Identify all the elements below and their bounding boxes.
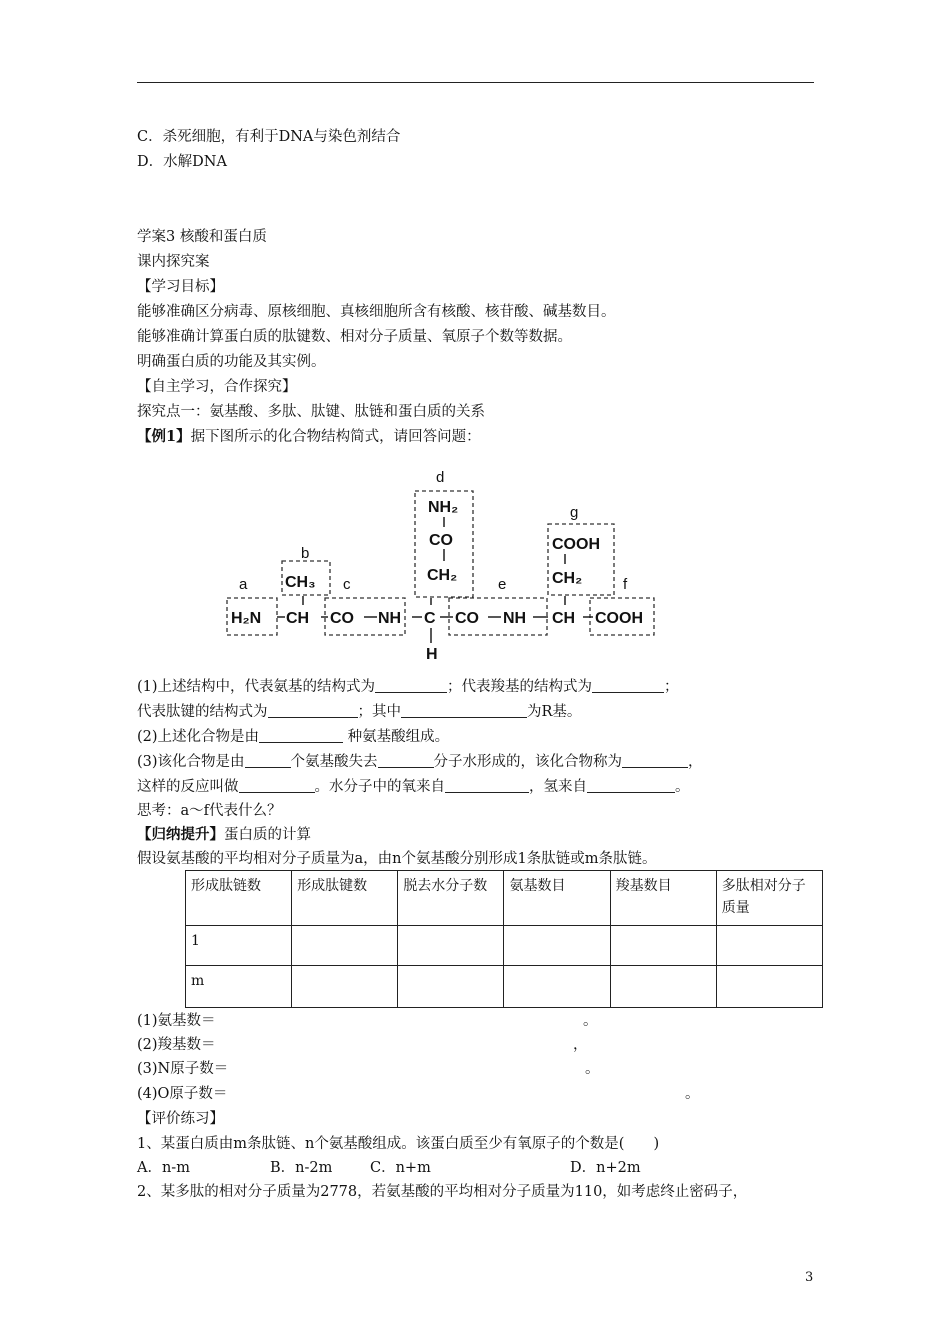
group-a-text: H₂N xyxy=(231,610,262,627)
practice-header: 【评价练习】 xyxy=(137,1111,224,1127)
q3-text-a: (3)该化合物是由 xyxy=(137,754,245,770)
summary-header-rest: 蛋白质的计算 xyxy=(224,827,311,843)
table-cell[interactable] xyxy=(398,966,504,1008)
answer-blank[interactable] xyxy=(268,703,358,718)
q3-text-h: 。 xyxy=(675,779,690,795)
think-question: 思考：a～f代表什么？ xyxy=(137,803,282,819)
goal-item: 能够准确计算蛋白质的肽键数、相对分子质量、氧原子个数等数据。 xyxy=(137,329,572,345)
table-cell: 1 xyxy=(186,926,292,966)
formula-amino-end: 。 xyxy=(583,1013,598,1029)
answer-blank[interactable] xyxy=(401,703,527,718)
option-c: C．杀死细胞，有利于DNA与染色剂结合 xyxy=(137,129,401,145)
example-text: 据下图所示的化合物结构简式，请回答问题： xyxy=(190,429,481,445)
table-header-cell: 形成肽链数 xyxy=(186,871,292,926)
example-label: 【例1】 xyxy=(137,428,191,445)
answer-blank[interactable] xyxy=(592,678,664,693)
section-title: 学案3 核酸和蛋白质 xyxy=(137,229,267,245)
q1-text-d: 代表肽键的结构式为 xyxy=(137,704,268,720)
answer-blank[interactable] xyxy=(378,753,434,768)
option-d: D．水解DNA xyxy=(137,154,227,170)
table-cell[interactable] xyxy=(504,926,610,966)
question-3-line-1 xyxy=(137,752,703,772)
section-subtitle: 课内探究案 xyxy=(137,254,210,270)
formula-o-atoms: (4)O原子数＝ xyxy=(137,1086,228,1102)
page-number: 3 xyxy=(805,1270,814,1285)
formula-carboxyl: (2)羧基数＝ xyxy=(137,1037,216,1053)
summary-header-line xyxy=(137,825,311,845)
label-a: a xyxy=(239,576,248,593)
q3-text-d: ， xyxy=(688,754,703,770)
answer-blank[interactable] xyxy=(259,728,343,743)
question-1-line-1 xyxy=(137,677,679,697)
chain-ch-1: CH xyxy=(286,610,310,627)
label-c: c xyxy=(343,576,351,593)
group-d-bot: CH₂ xyxy=(427,567,458,584)
label-b: b xyxy=(301,545,310,562)
q3-text-b: 个氨基酸失去 xyxy=(290,754,378,770)
question-2 xyxy=(137,727,449,747)
table-row xyxy=(186,926,823,966)
summary-header: 【归纳提升】 xyxy=(137,826,224,843)
group-g-bot: CH₂ xyxy=(552,570,583,587)
label-g: g xyxy=(570,504,579,521)
answer-blank[interactable] xyxy=(587,778,675,793)
group-d-top: NH₂ xyxy=(428,499,459,516)
chain-h: H xyxy=(426,646,438,663)
q2-text-b: 种氨基酸组成。 xyxy=(343,729,450,745)
q1-text-b: ；代表羧基的结构式为 xyxy=(447,679,593,695)
goal-item: 能够准确区分病毒、原核细胞、真核细胞所含有核酸、核苷酸、碱基数目。 xyxy=(137,304,616,320)
answer-blank[interactable] xyxy=(239,778,315,793)
table-cell[interactable] xyxy=(292,966,398,1008)
explore-point: 探究点一：氨基酸、多肽、肽键、肽链和蛋白质的关系 xyxy=(137,404,485,420)
answer-blank[interactable] xyxy=(622,753,688,768)
practice-question-1: 1、某蛋白质由m条肽链、n个氨基酸组成。该蛋白质至少有氧原子的个数是( ) xyxy=(137,1136,660,1152)
group-g-top: COOH xyxy=(552,536,600,553)
study-header: 【自主学习，合作探究】 xyxy=(137,379,297,395)
group-d-mid: CO xyxy=(429,532,453,549)
chain-nh-1: NH xyxy=(378,610,402,627)
q2-text-a: (2)上述化合物是由 xyxy=(137,729,260,745)
chain-c: C xyxy=(424,610,436,627)
q1-text-f: 为R基。 xyxy=(527,704,582,720)
calc-table xyxy=(185,870,823,1008)
table-header-cell: 脱去水分子数 xyxy=(398,871,504,926)
q1-text-e: ；其中 xyxy=(357,704,401,720)
table-cell[interactable] xyxy=(610,926,716,966)
table-cell[interactable] xyxy=(292,926,398,966)
table-cell[interactable] xyxy=(716,926,822,966)
table-header-cell: 氨基数目 xyxy=(504,871,610,926)
answer-blank[interactable] xyxy=(445,778,529,793)
practice-question-2: 2、某多肽的相对分子质量为2778，若氨基酸的平均相对分子质量为110，如考虑终止密码子， xyxy=(137,1184,748,1200)
option-b[interactable]: B．n-2m xyxy=(270,1160,333,1176)
group-f-text: COOH xyxy=(595,610,643,627)
option-c[interactable]: C．n+m xyxy=(370,1160,431,1176)
q3-text-c: 分子水形成的，该化合物称为 xyxy=(433,754,623,770)
header-rule xyxy=(137,82,814,83)
formula-n-atoms-end: 。 xyxy=(585,1061,600,1077)
example-line xyxy=(137,427,481,447)
chain-ch-2: CH xyxy=(552,610,576,627)
q3-text-f: 。水分子中的氧来自 xyxy=(314,779,445,795)
formula-n-atoms: (3)N原子数＝ xyxy=(137,1061,229,1077)
formula-carboxyl-end: ， xyxy=(573,1037,588,1053)
goals-header: 【学习目标】 xyxy=(137,279,224,295)
chain-nh-2: NH xyxy=(503,610,527,627)
answer-blank[interactable] xyxy=(245,753,291,768)
table-header-row xyxy=(186,871,823,926)
q1-text-a: (1)上述结构中，代表氨基的结构式为 xyxy=(137,679,376,695)
label-e: e xyxy=(498,576,507,593)
formula-amino: (1)氨基数＝ xyxy=(137,1013,216,1029)
table-header-cell: 羧基数目 xyxy=(610,871,716,926)
formula-o-atoms-end: 。 xyxy=(685,1086,700,1102)
question-3-line-2 xyxy=(137,777,690,797)
table-cell[interactable] xyxy=(610,966,716,1008)
summary-assumption: 假设氨基酸的平均相对分子质量为a，由n个氨基酸分别形成1条肽链或m条肽链。 xyxy=(137,851,657,867)
group-b-text: CH₃ xyxy=(285,574,316,591)
table-header-cell: 多肽相对分子质量 xyxy=(716,871,822,926)
table-cell[interactable] xyxy=(716,966,822,1008)
table-cell: m xyxy=(186,966,292,1008)
option-d[interactable]: D．n+2m xyxy=(570,1160,641,1176)
question-1-line-2 xyxy=(137,702,581,722)
option-a[interactable]: A．n-m xyxy=(137,1160,190,1176)
table-cell[interactable] xyxy=(398,926,504,966)
label-d: d xyxy=(436,469,445,486)
table-cell[interactable] xyxy=(504,966,610,1008)
q3-text-e: 这样的反应叫做 xyxy=(137,779,239,795)
chain-co-2: CO xyxy=(455,610,479,627)
table-header-cell: 形成肽键数 xyxy=(292,871,398,926)
q3-text-g: ，氢来自 xyxy=(529,779,587,795)
label-f: f xyxy=(623,576,628,593)
q1-text-c: ； xyxy=(664,679,679,695)
goal-item: 明确蛋白质的功能及其实例。 xyxy=(137,354,326,370)
chain-co-1: CO xyxy=(330,610,354,627)
table-row xyxy=(186,966,823,1008)
structure-diagram xyxy=(215,465,665,665)
answer-blank[interactable] xyxy=(375,678,447,693)
